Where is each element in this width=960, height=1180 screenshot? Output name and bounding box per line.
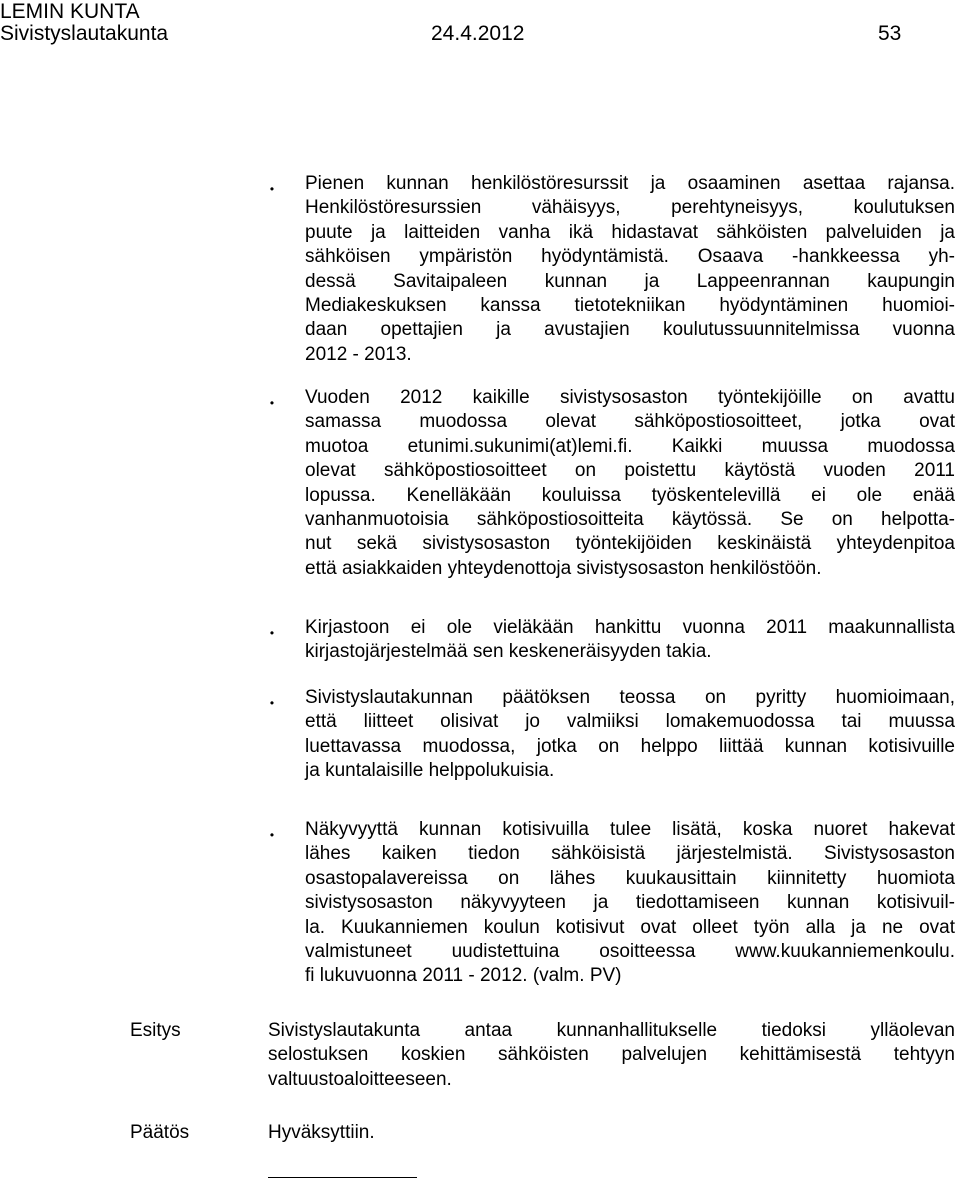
proposal-label: Esitys <box>130 1020 181 1041</box>
paragraph-line: kirjastojärjestelmää sen keskeneräisyyden takia. <box>305 641 712 663</box>
decision-text: Hyväksyttiin. <box>268 1122 375 1143</box>
paragraph-line: Kirjastoon ei ole vieläkään hankittu vuonna 2011 maakunnallista <box>305 617 955 638</box>
bullet-marker: • <box>269 182 275 196</box>
meeting-date: 24.4.2012 <box>431 22 525 45</box>
paragraph-line: Sivistyslautakunta antaa kunnanhallitukselle tiedoksi ylläolevan <box>268 1020 955 1041</box>
paragraph-line: samassa muodossa olevat sähköpostiosoitteet, jotka ovat <box>305 411 955 433</box>
paragraph-line: la. Kuukanniemen koulun kotisivut ovat olleet työn alla ja ne ovat <box>305 916 955 938</box>
paragraph-line: että liitteet olisivat jo valmiiksi lomakemuodossa tai muussa <box>305 711 955 733</box>
paragraph-line: Mediakeskuksen kanssa tietotekniikan hyödyntäminen huomioi- <box>305 295 955 317</box>
bullet-paragraph-attachments <box>305 686 955 784</box>
paragraph-line: lopussa. Kenelläkään kouluissa työskentelevillä ei ole enää <box>305 484 955 506</box>
paragraph-line: sivistysosaston näkyvyyteen ja tiedottamiseen kunnan kotisivuil- <box>305 892 955 914</box>
paragraph-line: puute ja laitteiden vanha ikä hidastavat sähköisten palveluiden ja <box>305 221 955 243</box>
paragraph-line: ja kuntalaisille helppolukuisia. <box>305 760 555 782</box>
paragraph-line: daan opettajien ja avustajien koulutussuunnitelmissa vuonna <box>305 319 955 341</box>
bullet-marker: • <box>269 828 275 842</box>
paragraph-line: nut sekä sivistysosaston työntekijöiden keskinäistä yhteydenpitoa <box>305 533 955 555</box>
paragraph-line: dessä Savitaipaleen kunnan ja Lappeenrannan kaupungin <box>305 270 955 292</box>
organization-name: LEMIN KUNTA <box>0 0 140 23</box>
paragraph-line: fi lukuvuonna 2011 - 2012. (valm. PV) <box>305 965 622 987</box>
bullet-paragraph-staff-resources <box>305 172 955 367</box>
paragraph-line: Pienen kunnan henkilöstöresurssit ja osaaminen asettaa rajansa. <box>305 173 955 194</box>
paragraph-line: osastopalavereissa on lähes kuukausittain kiinnitetty huomiota <box>305 867 955 889</box>
paragraph-line: vanhanmuotoisia sähköpostiosoitteita käytössä. Se on helpotta- <box>305 509 955 531</box>
paragraph-line: Näkyvyyttä kunnan kotisivuilla tulee lisätä, koska nuoret hakevat <box>305 819 955 840</box>
paragraph-line: sähköisen ympäristön hyödyntämistä. Osaava -hankkeessa yh- <box>305 246 955 268</box>
paragraph-line: valmistuneet uudistettuina osoitteessa www.kuukanniemenkoulu. <box>305 941 955 963</box>
bullet-paragraph-website-visibility <box>305 818 955 989</box>
committee-name: Sivistyslautakunta <box>0 22 169 45</box>
paragraph-line: Henkilöstöresurssien vähäisyys, perehtyneisyys, koulutuksen <box>305 197 955 219</box>
paragraph-line: Sivistyslautakunnan päätöksen teossa on pyritty huomioimaan, <box>305 687 955 708</box>
bullet-paragraph-library-system <box>305 616 955 665</box>
paragraph-line: valtuustoaloitteeseen. <box>268 1068 452 1090</box>
proposal-text <box>268 1019 955 1092</box>
bullet-marker: • <box>269 396 275 410</box>
bullet-marker: • <box>269 626 275 640</box>
page-number: 53 <box>878 22 902 45</box>
paragraph-line: että asiakkaiden yhteydenottoja sivistysosaston henkilöstöön. <box>305 557 822 579</box>
paragraph-line: selostuksen koskien sähköisten palvelujen kehittämisestä tehtyyn <box>268 1044 955 1066</box>
paragraph-line: olevat sähköpostiosoitteet on poistettu käytöstä vuoden 2011 <box>305 460 955 482</box>
paragraph-line: luettavassa muodossa, jotka on helppo liittää kunnan kotisivuille <box>305 735 955 757</box>
signature-line <box>268 1177 417 1178</box>
paragraph-line: muotoa etunimi.sukunimi(at)lemi.fi. Kaikki muussa muodossa <box>305 435 955 457</box>
paragraph-line: lähes kaiken tiedon sähköisistä järjestelmistä. Sivistysosaston <box>305 843 955 865</box>
paragraph-line: 2012 - 2013. <box>305 343 412 365</box>
paragraph-line: Vuoden 2012 kaikille sivistysosaston työntekijöille on avattu <box>305 387 955 408</box>
bullet-marker: • <box>269 696 275 710</box>
bullet-paragraph-email-addresses <box>305 386 955 581</box>
decision-label: Päätös <box>130 1122 190 1143</box>
